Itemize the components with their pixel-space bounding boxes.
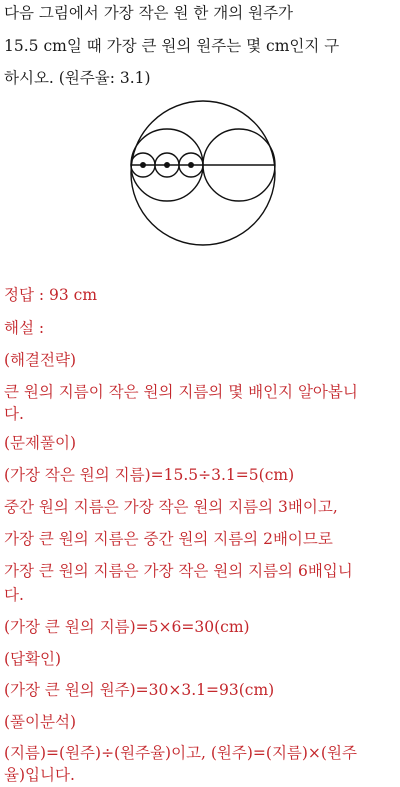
solving-line-6: (가장 큰 원의 지름)=5×6=30(cm) [4,618,250,636]
question-line-1: 다음 그림에서 가장 작은 원 한 개의 원주가 [4,4,294,22]
question-line-2: 15.5 cm일 때 가장 큰 원의 원주는 몇 cm인지 구 [4,37,340,55]
analysis-label: (풀이분석) [4,713,76,731]
small-circle-3-center [188,162,194,168]
strategy-line-2: 다. [4,405,24,423]
solving-line-3: 가장 큰 원의 지름은 중간 원의 지름의 2배이므로 [4,530,333,548]
solving-line-4: 가장 큰 원의 지름은 가장 작은 원의 지름의 6배입니 [4,562,353,580]
solving-label: (문제풀이) [4,434,76,452]
strategy-label: (해결전략) [4,351,76,369]
small-circle-2-center [164,162,170,168]
strategy-line-1: 큰 원의 지름이 작은 원의 지름의 몇 배인지 알아봅니 [4,383,358,401]
solving-line-5: 다. [4,586,24,604]
explanation-label: 해설 : [4,319,45,337]
small-circle-1-center [140,162,146,168]
solving-line-1: (가장 작은 원의 지름)=15.5÷3.1=5(cm) [4,466,295,484]
circles-figure [128,98,278,248]
analysis-line-1: (지름)=(원주)÷(원주율)이고, (원주)=(지름)×(원주 [4,744,357,762]
check-line: (가장 큰 원의 원주)=30×3.1=93(cm) [4,681,275,699]
question-line-3: 하시오. (원주율: 3.1) [4,69,151,87]
check-label: (답확인) [4,650,62,668]
answer-line: 정답 : 93 cm [4,286,98,304]
solving-line-2: 중간 원의 지름은 가장 작은 원의 지름의 3배이고, [4,498,338,516]
analysis-line-2: 율)입니다. [4,766,75,784]
